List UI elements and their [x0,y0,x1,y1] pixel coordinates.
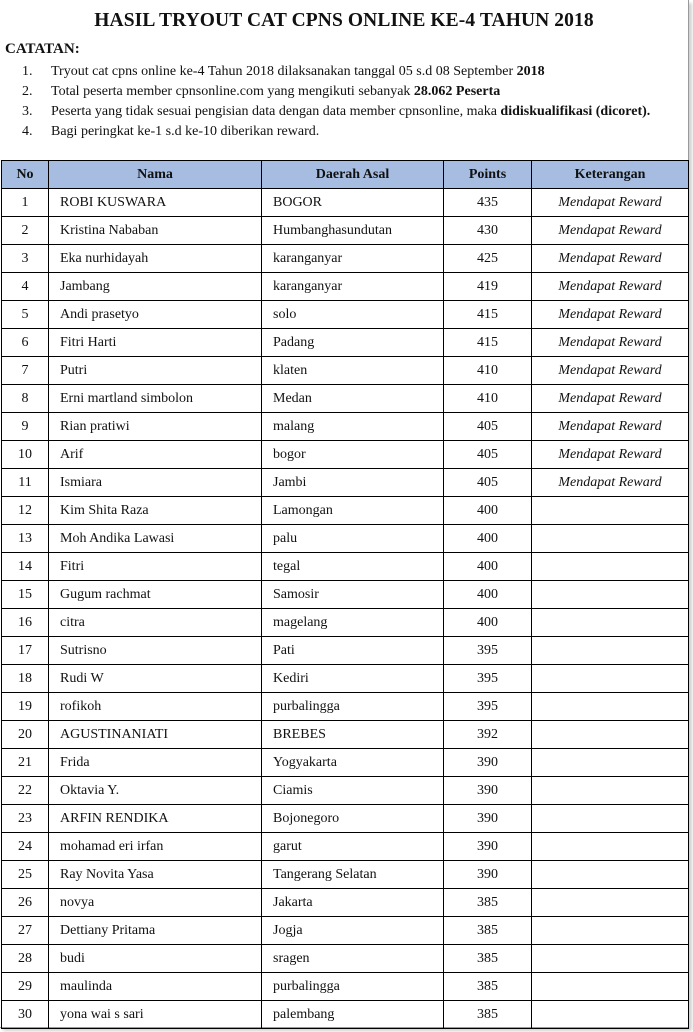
table-row [2,245,689,273]
cell-points: 395 [444,665,532,693]
cell-points: 405 [444,441,532,469]
cell-daerah-asal: klaten [262,357,444,385]
cell-keterangan [532,525,689,553]
table-row [2,189,689,217]
cell-points: 385 [444,945,532,973]
cell-keterangan [532,917,689,945]
cell-no: 29 [2,973,49,1001]
cell-no: 1 [2,189,49,217]
cell-points: 385 [444,1001,532,1029]
cell-no: 17 [2,637,49,665]
cell-nama: citra [49,609,262,637]
table-row [2,469,689,497]
cell-nama: Dettiany Pritama [49,917,262,945]
table-row [2,217,689,245]
cell-nama: budi [49,945,262,973]
cell-points: 410 [444,385,532,413]
table-row [2,917,689,945]
cell-no: 28 [2,945,49,973]
table-row [2,721,689,749]
table-row [2,581,689,609]
cell-daerah-asal: Medan [262,385,444,413]
note-text [51,122,319,142]
cell-points: 400 [444,609,532,637]
cell-keterangan [532,805,689,833]
cell-keterangan: Mendapat Reward [532,385,689,413]
cell-points: 400 [444,581,532,609]
note-number: 3. [22,104,33,119]
cell-no: 9 [2,413,49,441]
note-text-bold: 2018 [516,64,545,79]
note-number: 1. [22,64,33,79]
note-item [0,82,688,102]
table-row [2,525,689,553]
cell-keterangan: Mendapat Reward [532,273,689,301]
cell-no: 8 [2,385,49,413]
cell-points: 385 [444,973,532,1001]
cell-keterangan [532,637,689,665]
cell-daerah-asal: Yogyakarta [262,749,444,777]
cell-keterangan: Mendapat Reward [532,357,689,385]
cell-daerah-asal: Jakarta [262,889,444,917]
note-number: 4. [22,124,33,139]
table-row [2,413,689,441]
table-row [2,1001,689,1029]
header-keterangan: Keterangan [532,161,689,189]
cell-no: 21 [2,749,49,777]
table-row [2,749,689,777]
results-table [1,160,689,1029]
cell-daerah-asal: sragen [262,945,444,973]
cell-nama: Gugum rachmat [49,581,262,609]
cell-daerah-asal: karanganyar [262,273,444,301]
cell-keterangan [532,777,689,805]
cell-keterangan: Mendapat Reward [532,413,689,441]
note-item [0,102,688,122]
cell-nama: Rian pratiwi [49,413,262,441]
cell-keterangan: Mendapat Reward [532,469,689,497]
cell-points: 415 [444,329,532,357]
cell-points: 415 [444,301,532,329]
table-row [2,441,689,469]
table-row [2,945,689,973]
cell-keterangan: Mendapat Reward [532,217,689,245]
note-text-plain: Tryout cat cpns online ke-4 Tahun 2018 dilaksanakan tanggal 05 s.d 08 September [51,64,517,79]
note-text-plain: Peserta yang tidak sesuai pengisian data dengan data member cpnsonline, maka [51,104,501,119]
table-row [2,385,689,413]
cell-keterangan [532,497,689,525]
cell-no: 4 [2,273,49,301]
cell-nama: rofikoh [49,693,262,721]
cell-nama: ROBI KUSWARA [49,189,262,217]
cell-nama: Erni martland simbolon [49,385,262,413]
cell-nama: Moh Andika Lawasi [49,525,262,553]
table-row [2,497,689,525]
cell-no: 27 [2,917,49,945]
note-text-bold: 28.062 Peserta [413,84,501,99]
cell-no: 3 [2,245,49,273]
cell-nama: Oktavia Y. [49,777,262,805]
cell-keterangan [532,833,689,861]
table-row [2,609,689,637]
table-row [2,973,689,1001]
cell-keterangan: Mendapat Reward [532,189,689,217]
cell-no: 20 [2,721,49,749]
cell-points: 390 [444,777,532,805]
cell-no: 30 [2,1001,49,1029]
note-item [0,122,688,142]
cell-points: 400 [444,525,532,553]
note-text-plain: Total peserta member cpnsonline.com yang mengikuti sebanyak [51,84,414,99]
cell-keterangan [532,665,689,693]
cell-keterangan [532,973,689,1001]
table-row [2,553,689,581]
cell-points: 385 [444,889,532,917]
cell-nama: mohamad eri irfan [49,833,262,861]
cell-nama: maulinda [49,973,262,1001]
cell-daerah-asal: purbalingga [262,973,444,1001]
header-no: No [2,161,49,189]
cell-daerah-asal: Tangerang Selatan [262,861,444,889]
cell-points: 419 [444,273,532,301]
notes-list [0,62,688,142]
cell-no: 22 [2,777,49,805]
table-row [2,693,689,721]
cell-points: 395 [444,693,532,721]
cell-nama: Kim Shita Raza [49,497,262,525]
header-nama: Nama [49,161,262,189]
cell-daerah-asal: Jogja [262,917,444,945]
cell-daerah-asal: BREBES [262,721,444,749]
cell-points: 390 [444,861,532,889]
note-text [51,62,545,82]
cell-no: 23 [2,805,49,833]
cell-points: 390 [444,749,532,777]
cell-daerah-asal: karanganyar [262,245,444,273]
cell-points: 392 [444,721,532,749]
cell-daerah-asal: Lamongan [262,497,444,525]
cell-no: 18 [2,665,49,693]
cell-keterangan: Mendapat Reward [532,301,689,329]
table-row [2,301,689,329]
cell-points: 390 [444,805,532,833]
note-text [51,82,500,102]
notes-heading: CATATAN: [5,41,80,57]
cell-daerah-asal: Samosir [262,581,444,609]
cell-keterangan: Mendapat Reward [532,441,689,469]
note-text [51,102,650,122]
cell-no: 12 [2,497,49,525]
cell-points: 410 [444,357,532,385]
cell-no: 26 [2,889,49,917]
cell-no: 2 [2,217,49,245]
cell-keterangan [532,693,689,721]
cell-points: 390 [444,833,532,861]
cell-keterangan [532,721,689,749]
cell-daerah-asal: Padang [262,329,444,357]
cell-daerah-asal: tegal [262,553,444,581]
cell-no: 15 [2,581,49,609]
cell-no: 16 [2,609,49,637]
cell-daerah-asal: garut [262,833,444,861]
cell-no: 5 [2,301,49,329]
cell-daerah-asal: palu [262,525,444,553]
table-row [2,777,689,805]
cell-no: 13 [2,525,49,553]
cell-keterangan [532,1001,689,1029]
cell-nama: Andi prasetyo [49,301,262,329]
cell-points: 425 [444,245,532,273]
cell-nama: Arif [49,441,262,469]
cell-daerah-asal: Bojonegoro [262,805,444,833]
cell-no: 19 [2,693,49,721]
cell-daerah-asal: Ciamis [262,777,444,805]
cell-nama: novya [49,889,262,917]
cell-points: 435 [444,189,532,217]
cell-no: 10 [2,441,49,469]
cell-points: 430 [444,217,532,245]
table-row [2,665,689,693]
cell-nama: Fitri Harti [49,329,262,357]
table-row [2,637,689,665]
cell-points: 385 [444,917,532,945]
cell-nama: Kristina Nababan [49,217,262,245]
header-daerah-asal: Daerah Asal [262,161,444,189]
table-row [2,833,689,861]
cell-nama: Sutrisno [49,637,262,665]
cell-nama: AGUSTINANIATI [49,721,262,749]
cell-keterangan [532,861,689,889]
note-item [0,62,688,82]
table-row [2,273,689,301]
cell-nama: Ray Novita Yasa [49,861,262,889]
cell-points: 405 [444,469,532,497]
cell-keterangan: Mendapat Reward [532,245,689,273]
cell-keterangan: Mendapat Reward [532,329,689,357]
cell-keterangan [532,889,689,917]
cell-no: 25 [2,861,49,889]
cell-keterangan [532,749,689,777]
cell-daerah-asal: Pati [262,637,444,665]
cell-no: 14 [2,553,49,581]
cell-daerah-asal: Jambi [262,469,444,497]
note-text-bold: didiskualifikasi (dicoret). [500,104,651,119]
page-title: HASIL TRYOUT CAT CPNS ONLINE KE-4 TAHUN 2018 [94,10,594,31]
cell-points: 400 [444,497,532,525]
header-points: Points [444,161,532,189]
cell-nama: ARFIN RENDIKA [49,805,262,833]
cell-daerah-asal: Kediri [262,665,444,693]
cell-nama: Jambang [49,273,262,301]
cell-points: 400 [444,553,532,581]
cell-keterangan [532,945,689,973]
cell-points: 395 [444,637,532,665]
cell-no: 11 [2,469,49,497]
cell-no: 7 [2,357,49,385]
cell-keterangan [532,553,689,581]
table-row [2,805,689,833]
cell-daerah-asal: bogor [262,441,444,469]
cell-daerah-asal: magelang [262,609,444,637]
cell-nama: Putri [49,357,262,385]
cell-keterangan [532,609,689,637]
cell-nama: yona wai s sari [49,1001,262,1029]
cell-daerah-asal: Humbanghasundutan [262,217,444,245]
cell-keterangan [532,581,689,609]
cell-daerah-asal: palembang [262,1001,444,1029]
cell-no: 24 [2,833,49,861]
cell-no: 6 [2,329,49,357]
cell-nama: Eka nurhidayah [49,245,262,273]
cell-nama: Fitri [49,553,262,581]
table-row [2,861,689,889]
cell-nama: Rudi W [49,665,262,693]
cell-daerah-asal: malang [262,413,444,441]
note-number: 2. [22,84,33,99]
cell-daerah-asal: solo [262,301,444,329]
cell-daerah-asal: BOGOR [262,189,444,217]
cell-points: 405 [444,413,532,441]
cell-nama: Ismiara [49,469,262,497]
table-row [2,329,689,357]
note-text-plain: Bagi peringkat ke-1 s.d ke-10 diberikan reward. [51,124,320,139]
cell-nama: Frida [49,749,262,777]
table-row [2,889,689,917]
cell-daerah-asal: purbalingga [262,693,444,721]
table-header-row [2,161,689,189]
table-row [2,357,689,385]
